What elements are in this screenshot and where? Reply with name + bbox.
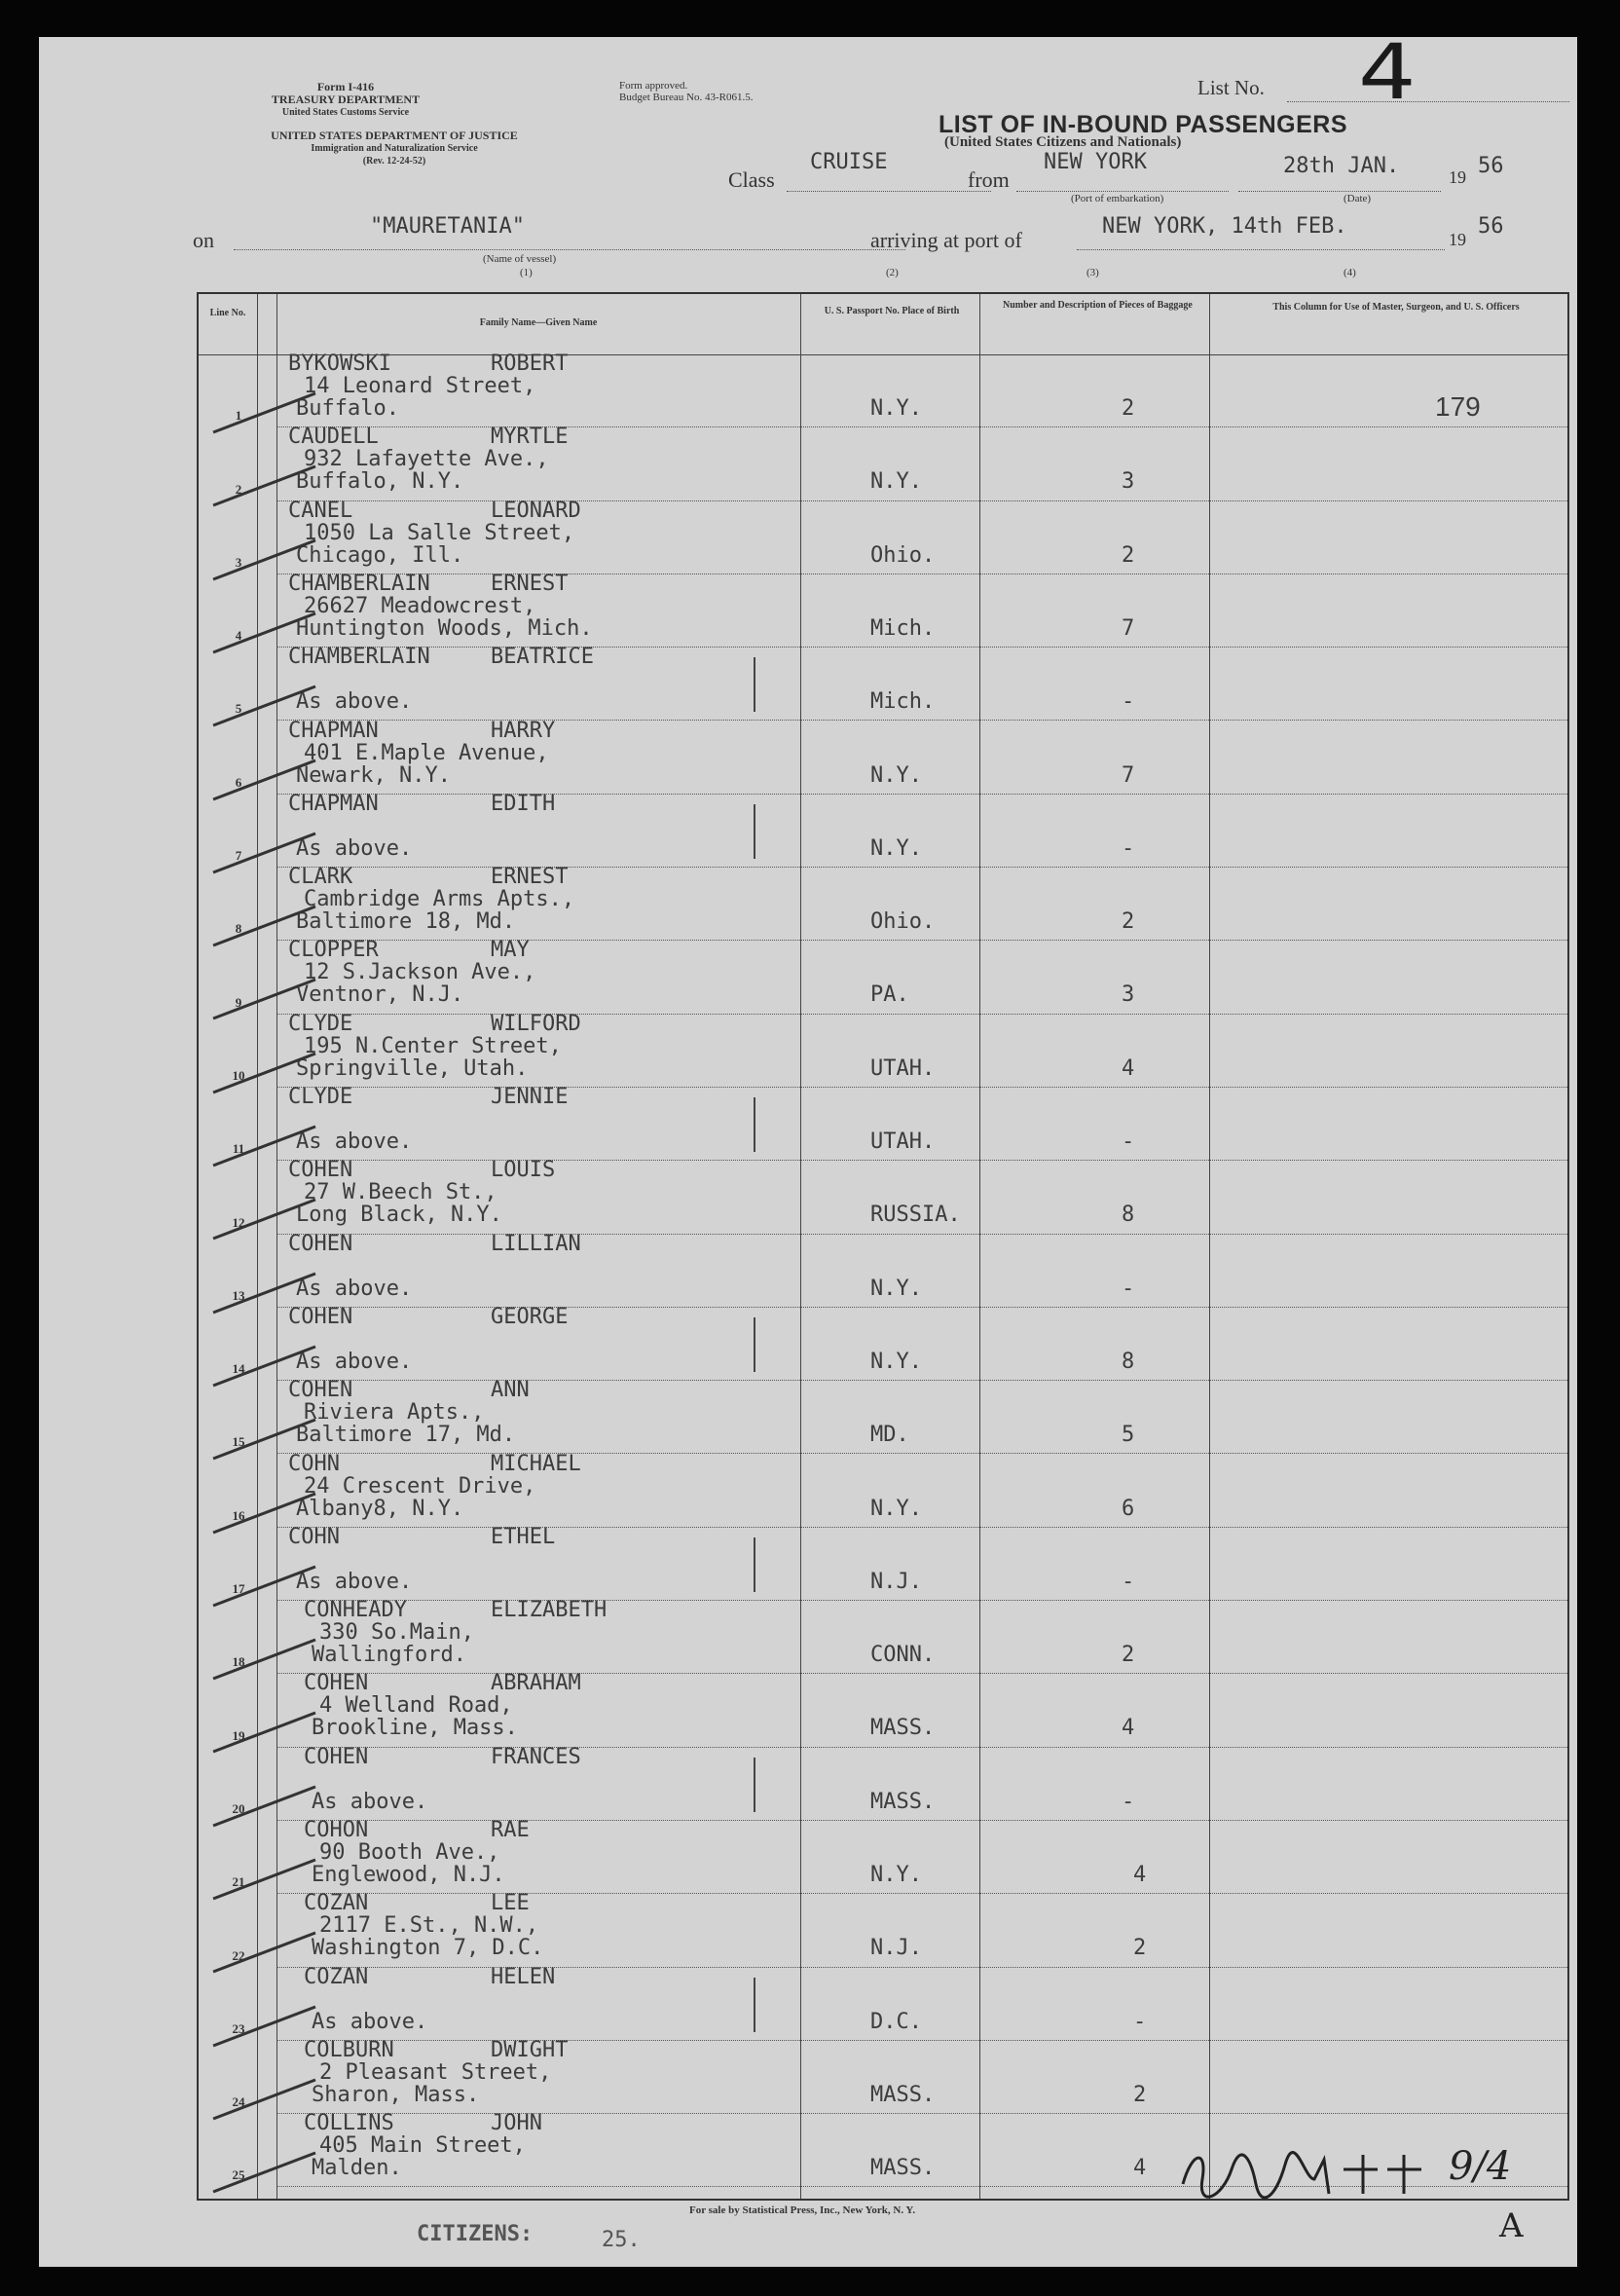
family-name: CANEL (288, 498, 353, 523)
line-number: 15 (232, 1434, 245, 1450)
caption-4: (4) (1344, 267, 1356, 278)
city-address: Baltimore 18, Md. (296, 909, 516, 935)
baggage-count: - (1122, 689, 1135, 715)
line-number: 9 (235, 994, 242, 1010)
passenger-row (199, 1085, 1567, 1161)
baggage-count: 8 (1122, 1203, 1135, 1228)
passenger-row (199, 354, 1567, 427)
city-address: As above. (296, 689, 413, 715)
street-address: Riviera Apts., (304, 1400, 485, 1426)
family-name: COZAN (304, 1891, 369, 1916)
given-name: LILLIAN (491, 1231, 581, 1256)
given-name: DWIGHT (491, 2037, 569, 2062)
baggage-count: 4 (1133, 2156, 1147, 2181)
family-name: COHEN (304, 1744, 369, 1769)
street-address: 405 Main Street, (319, 2133, 526, 2159)
line-number: 24 (232, 2094, 245, 2110)
city-address: As above. (312, 2009, 428, 2034)
family-name: COHEN (288, 1378, 353, 1403)
passenger-row (199, 571, 1567, 648)
place-of-birth: N.Y. (870, 1349, 922, 1374)
family-name: COHON (304, 1818, 369, 1842)
passenger-row (199, 1231, 1567, 1308)
family-name: CLYDE (288, 1085, 353, 1109)
given-name: ERNEST (491, 571, 569, 596)
given-name: LOUIS (491, 1158, 556, 1183)
manifest-page (39, 29, 1577, 2267)
check-mark (754, 1978, 755, 2032)
place-of-birth: CONN. (870, 1643, 936, 1668)
from-value: NEW YORK (1044, 150, 1147, 174)
street-address: 14 Leonard Street, (304, 374, 536, 398)
given-name: MYRTLE (491, 425, 569, 450)
baggage-count: 4 (1122, 1055, 1135, 1081)
place-of-birth: N.Y. (870, 1496, 922, 1521)
line-number: 6 (235, 774, 242, 790)
given-name: JENNIE (491, 1085, 569, 1109)
street-address: Cambridge Arms Apts., (304, 887, 575, 912)
date-caption: (Date) (1344, 193, 1372, 204)
departure-date: 28th JAN. (1283, 154, 1400, 178)
passenger-rows (199, 354, 1567, 2199)
street-address: 26627 Meadowcrest, (304, 593, 536, 618)
line-number: 23 (232, 2020, 245, 2036)
place-of-birth: Ohio. (870, 542, 936, 568)
place-of-birth: MD. (870, 1423, 909, 1448)
street-address: 2117 E.St., N.W., (319, 1913, 539, 1939)
baggage-count: 5 (1122, 1423, 1135, 1448)
city-address: Ventnor, N.J. (296, 982, 464, 1008)
city-address: As above. (296, 1129, 413, 1154)
family-name: CHAPMAN (288, 791, 379, 816)
place-of-birth: N.Y. (870, 762, 922, 788)
city-address: As above. (296, 1349, 413, 1374)
vessel-caption: (Name of vessel) (483, 253, 557, 265)
given-name: ERNEST (491, 865, 569, 890)
check-mark (754, 1537, 755, 1592)
city-address: Washington 7, D.C. (312, 1936, 544, 1961)
passenger-table (197, 292, 1569, 2201)
passenger-row (199, 1598, 1567, 1674)
city-address: Buffalo, N.Y. (296, 469, 464, 495)
street-address: 24 Crescent Drive, (304, 1473, 536, 1499)
given-name: BEATRICE (491, 645, 594, 670)
line-number: 14 (232, 1361, 245, 1377)
page-title: LIST OF IN-BOUND PASSENGERS (939, 111, 1348, 138)
street-address: 12 S.Jackson Ave., (304, 960, 536, 985)
family-name: CHAPMAN (288, 718, 379, 743)
street-address: 195 N.Center Street, (304, 1033, 562, 1058)
city-address: Albany8, N.Y. (296, 1496, 464, 1521)
baggage-count: 7 (1122, 615, 1135, 641)
passenger-row (199, 718, 1567, 795)
class-label: Class (728, 167, 775, 192)
place-of-birth: Ohio. (870, 909, 936, 935)
line-number: 25 (232, 2167, 245, 2183)
family-name: COHEN (288, 1231, 353, 1256)
city-address: Sharon, Mass. (312, 2082, 480, 2107)
line-number: 2 (235, 481, 242, 497)
check-mark (754, 657, 755, 712)
baggage-count: 2 (1122, 396, 1135, 421)
given-name: ROBERT (491, 352, 569, 376)
street-address: 27 W.Beech St., (304, 1180, 497, 1205)
class-line (787, 191, 991, 192)
city-address: Brookline, Mass. (312, 1716, 518, 1741)
family-name: COHN (288, 1451, 340, 1476)
col-header-baggage: Number and Description of Pieces of Baggage (1003, 300, 1193, 311)
baggage-count: 2 (1122, 1643, 1135, 1668)
passenger-row (199, 1524, 1567, 1601)
given-name: LEE (491, 1891, 530, 1916)
from-label: from (968, 167, 1010, 192)
given-name: FRANCES (491, 1744, 581, 1769)
departure-year: 56 (1478, 154, 1504, 178)
baggage-count: - (1122, 1789, 1135, 1814)
citizens-label: CITIZENS: (417, 2222, 534, 2246)
given-name: ABRAHAM (491, 1671, 581, 1696)
family-name: CLYDE (288, 1011, 353, 1036)
year-prefix-2: 19 (1449, 230, 1466, 249)
baggage-count: - (1122, 1129, 1135, 1154)
given-name: MAY (491, 938, 530, 963)
line-number: 7 (235, 848, 242, 864)
passenger-row (199, 1378, 1567, 1454)
line-number: 20 (232, 1800, 245, 1816)
date-line (1238, 191, 1441, 192)
arrival-port-date: NEW YORK, 14th FEB. (1102, 214, 1347, 239)
list-number-line (1287, 101, 1569, 102)
passenger-row (199, 1671, 1567, 1747)
baggage-count: 4 (1133, 1863, 1147, 1887)
family-name: CLOPPER (288, 938, 379, 963)
baggage-count: 3 (1122, 982, 1135, 1008)
line-number: 13 (232, 1287, 245, 1303)
form-approved: Form approved. (619, 80, 688, 92)
handwritten-corner-note: 9/4 (1449, 2144, 1512, 2189)
check-mark (754, 1758, 755, 1812)
passenger-row (199, 1304, 1567, 1381)
dept-justice-sub: Immigration and Naturalization Service (311, 143, 478, 154)
from-line (1016, 191, 1229, 192)
street-address: 932 Lafayette Ave., (304, 447, 549, 472)
line-number: 3 (235, 554, 242, 570)
line-number: 16 (232, 1507, 245, 1523)
arriving-label: arriving at port of (870, 228, 1022, 252)
passenger-row (199, 1964, 1567, 2041)
city-address: As above. (296, 1276, 413, 1301)
street-address: 90 Booth Ave., (319, 1840, 500, 1865)
city-address: Long Black, N.Y. (296, 1203, 502, 1228)
family-name: COLBURN (304, 2037, 394, 2062)
form-header-left-2 (200, 130, 589, 167)
revision-date: (Rev. 12-24-52) (362, 156, 426, 167)
handwritten-corner-sub: A (1499, 2206, 1524, 2245)
caption-1: (1) (520, 267, 533, 278)
line-number: 12 (232, 1214, 245, 1230)
arrival-year: 56 (1478, 214, 1504, 239)
citizens-count: 25. (602, 2228, 641, 2252)
given-name: WILFORD (491, 1011, 581, 1036)
page-subtitle: (United States Citizens and Nationals) (944, 134, 1182, 150)
family-name: CHAMBERLAIN (288, 645, 430, 670)
check-mark (754, 1097, 755, 1152)
given-name: RAE (491, 1818, 530, 1842)
dept-treasury: TREASURY DEPARTMENT (271, 93, 421, 106)
dept-treasury-sub: United States Customs Service (281, 107, 410, 118)
official-entry-number: 179 (1435, 391, 1481, 422)
place-of-birth: Mich. (870, 689, 936, 715)
given-name: MICHAEL (491, 1451, 581, 1476)
caption-3: (3) (1086, 267, 1099, 278)
passenger-row (199, 938, 1567, 1014)
class-value: CRUISE (810, 150, 888, 174)
family-name: COHEN (288, 1304, 353, 1329)
handwritten-scrawl (1178, 2140, 1441, 2208)
place-of-birth: N.Y. (870, 469, 922, 495)
baggage-count: - (1122, 835, 1135, 861)
passenger-row (199, 1011, 1567, 1088)
line-number: 19 (232, 1727, 245, 1743)
baggage-count: - (1133, 2009, 1147, 2034)
check-mark (754, 1317, 755, 1372)
city-address: Malden. (312, 2156, 402, 2181)
given-name: LEONARD (491, 498, 581, 523)
approval-note (619, 80, 753, 103)
passenger-row (199, 865, 1567, 941)
form-number: Form I-416 (316, 80, 375, 93)
street-address: 1050 La Salle Street, (304, 520, 575, 545)
family-name: COZAN (304, 1964, 369, 1989)
place-of-birth: UTAH. (870, 1129, 936, 1154)
line-number: 10 (232, 1067, 245, 1083)
city-address: As above. (296, 1569, 413, 1594)
place-of-birth: N.J. (870, 1569, 922, 1594)
family-name: COLLINS (304, 2111, 394, 2136)
list-number-handwritten: 4 (1358, 29, 1417, 117)
passenger-row (199, 2037, 1567, 2114)
line-number: 22 (232, 1947, 245, 1963)
place-of-birth: N.J. (870, 1936, 922, 1961)
place-of-birth: RUSSIA. (870, 1203, 961, 1228)
line-number: 5 (235, 701, 242, 717)
budget-bureau: Budget Bureau No. 43-R061.5. (619, 92, 754, 103)
baggage-count: 2 (1122, 909, 1135, 935)
given-name: EDITH (491, 791, 556, 816)
city-address: Chicago, Ill. (296, 542, 464, 568)
baggage-count: 8 (1122, 1349, 1135, 1374)
check-stroke (208, 2143, 325, 2202)
dept-justice: UNITED STATES DEPARTMENT OF JUSTICE (271, 129, 518, 142)
family-name: CLARK (288, 865, 353, 890)
city-address: Wallingford. (312, 1643, 466, 1668)
passenger-row (199, 1818, 1567, 1894)
line-number: 8 (235, 921, 242, 937)
check-mark (754, 804, 755, 859)
baggage-count: - (1122, 1276, 1135, 1301)
passenger-row (199, 498, 1567, 574)
line-number: 4 (235, 628, 242, 644)
line-number: 21 (232, 1874, 245, 1890)
baggage-count: 2 (1133, 2082, 1147, 2107)
family-name: BYKOWSKI (288, 352, 391, 376)
vessel-line (234, 249, 905, 250)
family-name: CAUDELL (288, 425, 379, 450)
passenger-row (199, 1158, 1567, 1234)
baggage-count: 2 (1122, 542, 1135, 568)
street-address: 4 Welland Road, (319, 1693, 513, 1719)
place-of-birth: N.Y. (870, 835, 922, 861)
col-header-line: Line No. (209, 308, 246, 318)
city-address: Newark, N.Y. (296, 762, 451, 788)
passenger-row (199, 427, 1567, 500)
place-of-birth: MASS. (870, 2082, 936, 2107)
col-header-name: Family Name—Given Name (479, 317, 598, 328)
given-name: HELEN (491, 1964, 556, 1989)
baggage-count: 4 (1122, 1716, 1135, 1741)
baggage-count: 2 (1133, 1936, 1147, 1961)
line-number: 11 (232, 1141, 245, 1157)
city-address: As above. (312, 1789, 428, 1814)
arrival-line (1077, 249, 1445, 250)
place-of-birth: UTAH. (870, 1055, 936, 1081)
line-number: 1 (235, 408, 242, 424)
place-of-birth: MASS. (870, 2156, 936, 2181)
given-name: HARRY (491, 718, 556, 743)
on-label: on (193, 228, 214, 252)
family-name: COHEN (288, 1158, 353, 1183)
city-address: As above. (296, 835, 413, 861)
family-name: CONHEADY (304, 1598, 407, 1623)
baggage-count: 3 (1122, 469, 1135, 495)
passenger-row (199, 1891, 1567, 1967)
given-name: ETHEL (491, 1524, 556, 1549)
place-of-birth: D.C. (870, 2009, 922, 2034)
family-name: COHEN (304, 1671, 369, 1696)
given-name: GEORGE (491, 1304, 569, 1329)
col-header-passport: U. S. Passport No. Place of Birth (824, 306, 960, 316)
passenger-row (199, 1451, 1567, 1528)
given-name: ELIZABETH (491, 1598, 608, 1623)
printer-imprint: For sale by Statistical Press, Inc., New York, N. Y. (689, 2204, 916, 2216)
port-embarkation-caption: (Port of embarkation) (1071, 193, 1164, 204)
form-header-left (185, 81, 506, 119)
passenger-row (199, 645, 1567, 721)
given-name: ANN (491, 1378, 530, 1403)
city-address: Englewood, N.J. (312, 1863, 505, 1887)
caption-2: (2) (886, 267, 899, 278)
place-of-birth: PA. (870, 982, 909, 1008)
baggage-count: - (1122, 1569, 1135, 1594)
street-address: 2 Pleasant Street, (319, 2059, 552, 2085)
family-name: COHN (288, 1524, 340, 1549)
baggage-count: 6 (1122, 1496, 1135, 1521)
place-of-birth: MASS. (870, 1789, 936, 1814)
place-of-birth: N.Y. (870, 1863, 922, 1887)
place-of-birth: MASS. (870, 1716, 936, 1741)
list-number-label: List No. (1197, 76, 1265, 99)
col-header-official-use: This Column for Use of Master, Surgeon, and U. S. Officers (1272, 302, 1520, 313)
place-of-birth: N.Y. (870, 396, 922, 421)
street-address: 401 E.Maple Avenue, (304, 740, 549, 765)
city-address: Huntington Woods, Mich. (296, 615, 593, 641)
place-of-birth: N.Y. (870, 1276, 922, 1301)
city-address: Buffalo. (296, 396, 399, 421)
given-name: JOHN (491, 2111, 542, 2136)
passenger-row (199, 1744, 1567, 1821)
line-number: 17 (232, 1581, 245, 1597)
line-number: 18 (232, 1654, 245, 1670)
city-address: Springville, Utah. (296, 1055, 529, 1081)
year-prefix-1: 19 (1449, 167, 1466, 187)
baggage-count: 7 (1122, 762, 1135, 788)
passenger-row (199, 791, 1567, 868)
vessel-name: "MAURETANIA" (370, 214, 525, 239)
street-address: 330 So.Main, (319, 1620, 474, 1646)
city-address: Baltimore 17, Md. (296, 1423, 516, 1448)
place-of-birth: Mich. (870, 615, 936, 641)
family-name: CHAMBERLAIN (288, 571, 430, 596)
